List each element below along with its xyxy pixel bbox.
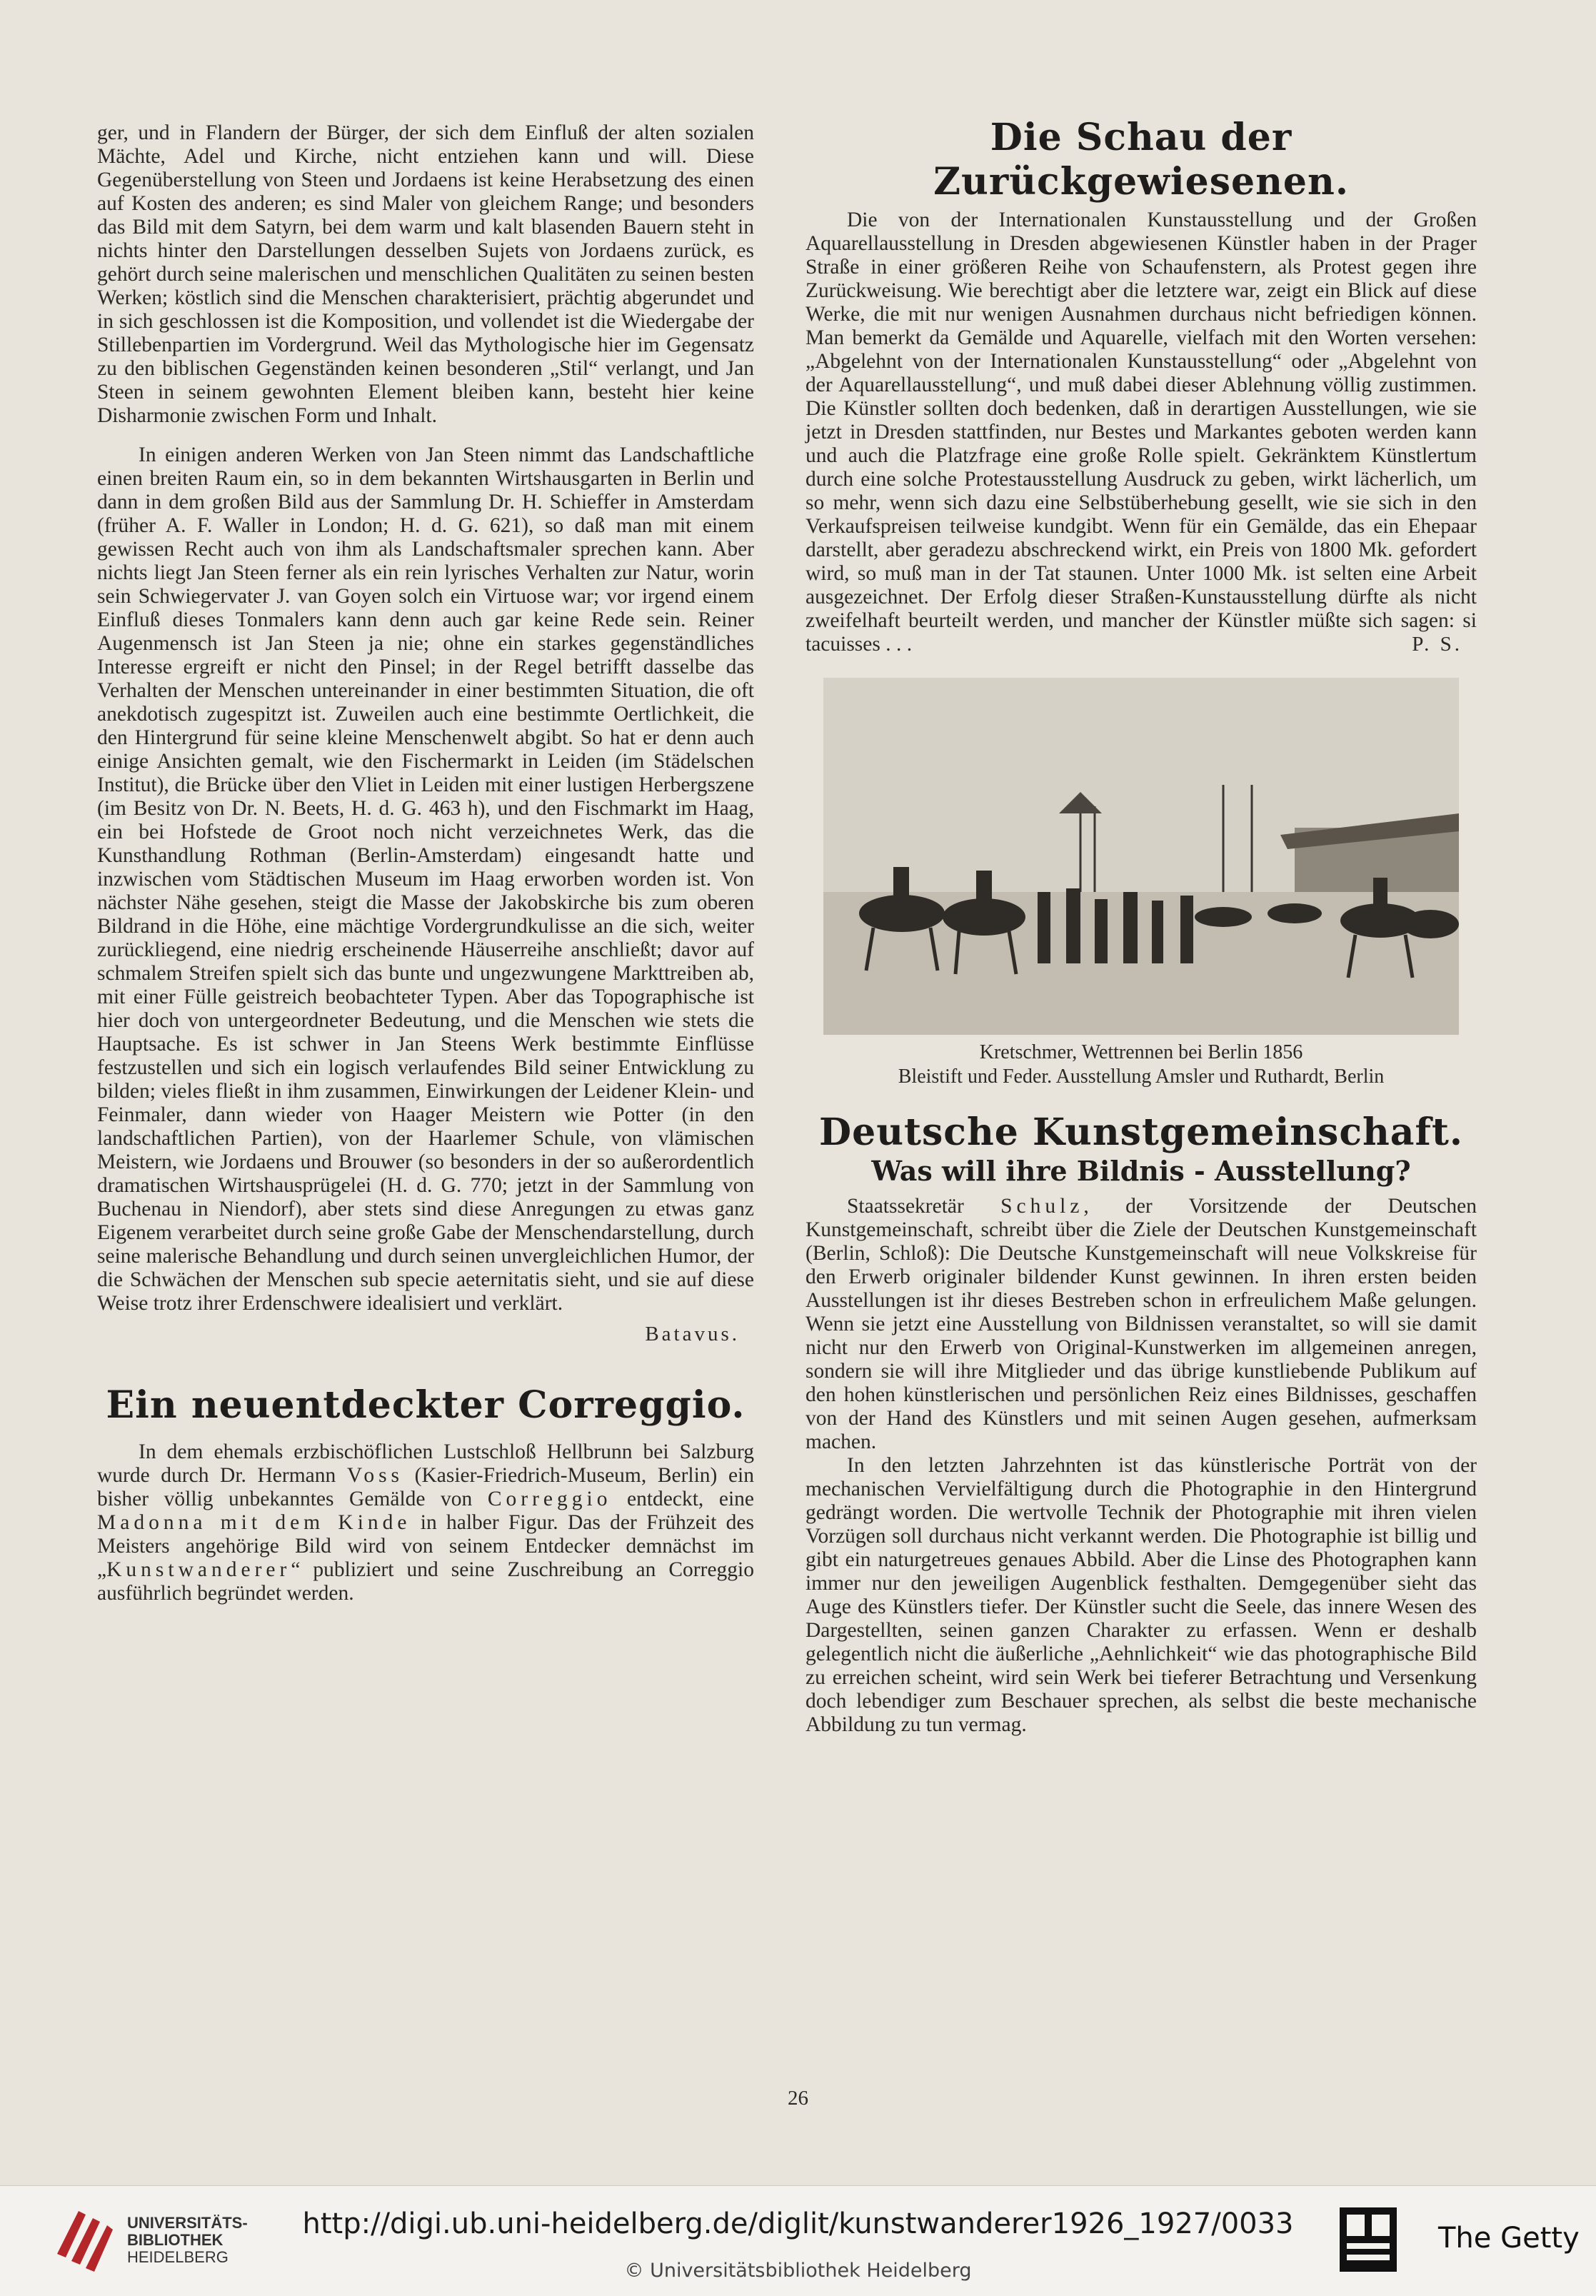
zurueckgewiesenen-paragraph: Die von der Internationalen Kunstausstellung und der Großen Aquarellausstellung in Dresden abgewiesenen Künstler haben in der Prager Straße in einer größeren Reihe von Schaufenstern, als Protest gegen ihre Zurückweisung. Wie berechtigt aber die letztere war, zeigt ein Blick auf diese Werke, die mit nur wenigen Ausnahmen durchaus nicht befriedigen können. Man bemerkt da Gemälde und Aquarelle, vielfach mit den Worten versehen: „Abgelehnt von der Internationalen Kunstausstellung“ oder „Abgelehnt von der Aquarellausstellung“, und muß dabei dieser Ablehnung völlig zustimmen. Die Künstler sollten doch bedenken, daß in derartigen Ausstellungen, wie sie jetzt in Dresden stattfinden, nur Bestes und Markantes geboten werden kann und auch die Platzfrage eine große Rolle spielt. Gekränktem Künstlertum durch eine solche Protestausstellung Ausdruck zu geben, wirkt lächerlich, um so mehr, wenn sich dazu eine Selbstüberhebung gesellt, wie sie sich in den Verkaufspreisen teilweise kundgibt. Wenn für ein Gemälde, das ein Ehepaar darstellt, aber geradezu abschreckend wirkt, ein Preis von 1800 Mk. gefordert wird, so muß man in der Tat staunen. Unter 1000 Mk. ist selten eine Arbeit ausgezeichnet. Der Erfolg dieser Straßen-Kunstausstellung dürfte als nicht zweifelhaft beurteilt werden, und mancher der Künstler müßte sich sagen: si tacuisses . . . bbox=[805, 209, 1477, 656]
correggio-paragraph: In dem ehemals erzbischöflichen Lustschloß Hellbrunn bei Salzburg wurde durch Dr. Hermann Voss (Kasier-Friedrich-Museum, Berlin) ein bisher völlig unbekanntes Gemälde von Correggio entdeckt, eine Madonna mit dem Kinde in halber Figur. Das der Frühzeit des Meisters angehörige Bild wird von seinem Entdecker demnächst im „Kunstwanderer“ publiziert und seine Zuschreibung an Correggio ausführlich begründet werden. bbox=[97, 1440, 754, 1605]
kunstgemeinschaft-subheading: Was will ihre Bildnis - Ausstellung? bbox=[871, 1155, 1411, 1187]
illustration-caption-detail: Bleistift und Feder. Ausstellung Amsler und Ruthardt, Berlin bbox=[898, 1066, 1385, 1088]
permalink-url[interactable]: http://digi.ub.uni-heidelberg.de/diglit/kunstwanderer1926_1927/0033 bbox=[302, 2207, 1294, 2240]
article-continuation-paragraph: ger, und in Flandern der Bürger, der sich dem Einfluß der alten sozialen Mächte, Adel und Kirche, nicht entziehen kann und will. Diese Gegenüberstellung von Steen und Jordaens ist keine Herabsetzung des einen auf Kosten des anderen; es sind Maler von gleichem Range; und besonders das Bild mit dem Satyrn, bei dem warm und kalt blasenden Bauern steht in nichts hinter den Darstellungen desselben Sujets von Jordaens zurück, es gehört durch seine malerischen und menschlichen Qualitäten zu seinen besten Werken; köstlich sind die Menschen charakterisiert, prächtig abgerundet und in sich geschlossen ist die Komposition, und vollendet ist die Wiedergabe der Stillebenpartien im Vordergrund. Weil das Mythologische hier im Gegensatz zu den biblischen Gegenständen keinen besonderen „Stil“ verlangt, und Jan Steen in seinem gewohnten Element bleiben kann, besteht hier keine Disharmonie zwischen Form und Inhalt. bbox=[97, 121, 754, 427]
author-signature: Batavus. bbox=[645, 1323, 740, 1345]
right-column bbox=[805, 116, 1477, 1737]
jan-steen-paragraph: In einigen anderen Werken von Jan Steen nimmt das Landschaftliche einen breiten Raum ein, so in dem bekannten Wirtshausgarten in Berlin und dann in dem großen Bild aus der Sammlung Dr. H. Schieffer in Amsterdam (früher A. F. Waller in London; H. d. G. 621), so daß man mit einem gewissen Recht auch von ihm als Landschaftsmaler sprechen kann. Aber nichts liegt Jan Steen ferner als ein rein lyrisches Verhalten zur Natur, worin sein Schwiegervater J. van Goyen solch ein Virtuose war; vor irgend einem Einfluß dieses Tonmalers kann denn auch gar keine Rede sein. Reiner Augenmensch ist Jan Steen ja nie; ohne ein starkes gegenständliches Interesse ergreift er nicht den Pinsel; in der Regel betrifft dasselbe das Verhalten der Menschen untereinander in einer bestimmten Situation, die oft anekdotisch zugespitzt ist. Zuweilen auch eine bestimmte Oertlichkeit, die den Hintergrund für seine kleine Menschenwelt abgibt. So hat er denn auch einige Ansichten gemalt, wie den Fischermarkt in Leiden (im Städelschen Institut), die Brücke über den Vliet in Leiden mit einer lustigen Herbergszene (im Besitz von Dr. N. Beets, H. d. G. 463 h), und den Fischmarkt im Haag, ein bei Hofstede de Groot noch nicht verzeichnetes Werk, das die Kunsthandlung Rothman (Berlin-Amsterdam) eingesandt hatte und inzwischen vom Städtischen Museum im Haag erworben worden ist. Von nächster Nähe gesehen, steigt die Masse der Jakobskirche bis zum oberen Bildrand in die Höhe, eine mächtige Vordergrundkulisse an die sich, weiter zurückliegend, eine niedrig erscheinende Häuserreihe anschließt; davor auf schmalem Streifen spielt sich das bunte und ungezwungene Markttreiben ab, mit einer Fülle geistreich beobachteter Typen. Aber das Topographische ist hier doch von untergeordneter Bedeutung, und die Menschen wie stets die Hauptsache. Es ist schwer in Jan Steens Werk bestimmte Einflüsse festzustellen und sich ein logisch verlaufendes Bild seiner Entwicklung zu bilden; vieles fließt in ihm zusammen, Einwirkungen der Leidener Klein- und Feinmaler, dann wieder von Haager Meistern wie Potter (in den landschaftlichen Partien), von der Haarlemer Schule, von vlämischen Meistern, wie Jordaens und Brouwer (so besonders in der so außerordentlich dramatischen Wirtshausprügelei (H. d. G. 770; jetzt in der Sammlung von Buchenau in Niendorf), aber stets sind diese Anregungen zu etwas ganz Eigenem verarbeitet durch seine große Gabe der Menschendarstellung, durch seine malerische Behandlung und durch seinen unvergleichlichen Humor, der die Schwächen der Menschen sub specie aeternitatis sieht, und sie auf diese Weise trotz ihrer Erdenschwere idealisiert und verklärt. bbox=[97, 443, 754, 1315]
kunstgemeinschaft-paragraph: Staatssekretär Schulz, der Vorsitzende der Deutschen Kunstgemeinschaft, schreibt über die Ziele der Deutschen Kunstgemeinschaft (Berlin, Schloß): Die Deutsche Kunstgemeinschaft will neue Volkskreise für den Erwerb originaler bildender Kunst gewinnen. In ihren ersten beiden Ausstellungen ist ihr dieses Bestreben schon in erfreulichem Maße gelungen. Wenn sie jetzt eine Ausstellung von Bildnissen veranstaltet, so will sie damit nicht nur den Erwerb von Original-Kunstwerken im allgemeinen anregen, sondern sie will ihre Mitglieder und das übrige kunstliebende Publikum auf den hohen künstlerischen und persönlichen Reiz eines Bildnisses, geschaffen von der Hand des Künstlers und mit seinen Augen gesehen, aufmerksam machen. bbox=[805, 1195, 1477, 1453]
kunstgemeinschaft-heading: Deutsche Kunstgemeinschaft. bbox=[819, 1111, 1463, 1154]
copyright-notice: © Universitätsbibliothek Heidelberg bbox=[624, 2260, 972, 2282]
left-column bbox=[97, 121, 754, 1605]
zurueckgewiesenen-heading: Die Schau der Zurückgewiesenen. bbox=[933, 116, 1349, 204]
ps-signature: P. S. bbox=[1412, 633, 1462, 656]
race-illustration bbox=[823, 678, 1459, 1035]
university-library-name[interactable]: UNIVERSITÄTS- BIBLIOTHEK HEIDELBERG bbox=[127, 2214, 248, 2266]
portrait-paragraph: In den letzten Jahrzehnten ist das künstlerische Porträt von der mechanischen Vervielfältigung durch die Photographie in den Hintergrund gedrängt worden. Die wertvolle Technik der Photographie mit ihren vielen Vorzügen soll durchaus nicht verkannt werden. Die Photographie ist billig und gibt ein naturgetreues genaues Abbild. Aber die Linse des Photographen kann immer nur den jeweiligen Augenblick festhalten. Demgegenüber sieht das Auge des Künstlers tiefer. Der Künstler sucht die Seele, das innere Wesen des Dargestellten, seinen ganzen Charakter zu erfassen. Wenn er deshalb gelegentlich nicht die äußerliche „Aehnlichkeit“ wie das photographische Bild zu erreichen scheint, wird sein Werk bei tieferer Betrachtung und Versenkung doch lebendiger zum Beschauer sprechen, als selbst die beste mechanische Abbildung zu tun vermag. bbox=[805, 1454, 1477, 1736]
page-number: 26 bbox=[788, 2087, 808, 2110]
getty-logo-icon[interactable] bbox=[1340, 2207, 1397, 2272]
horse-race-drawing bbox=[823, 678, 1459, 1035]
viewer-footer bbox=[0, 2185, 1596, 2296]
illustration-caption-title: Kretschmer, Wettrennen bei Berlin 1856 bbox=[979, 1041, 1303, 1063]
getty-name[interactable]: The Getty bbox=[1438, 2222, 1580, 2255]
correggio-heading: Ein neuentdeckter Correggio. bbox=[106, 1383, 746, 1427]
